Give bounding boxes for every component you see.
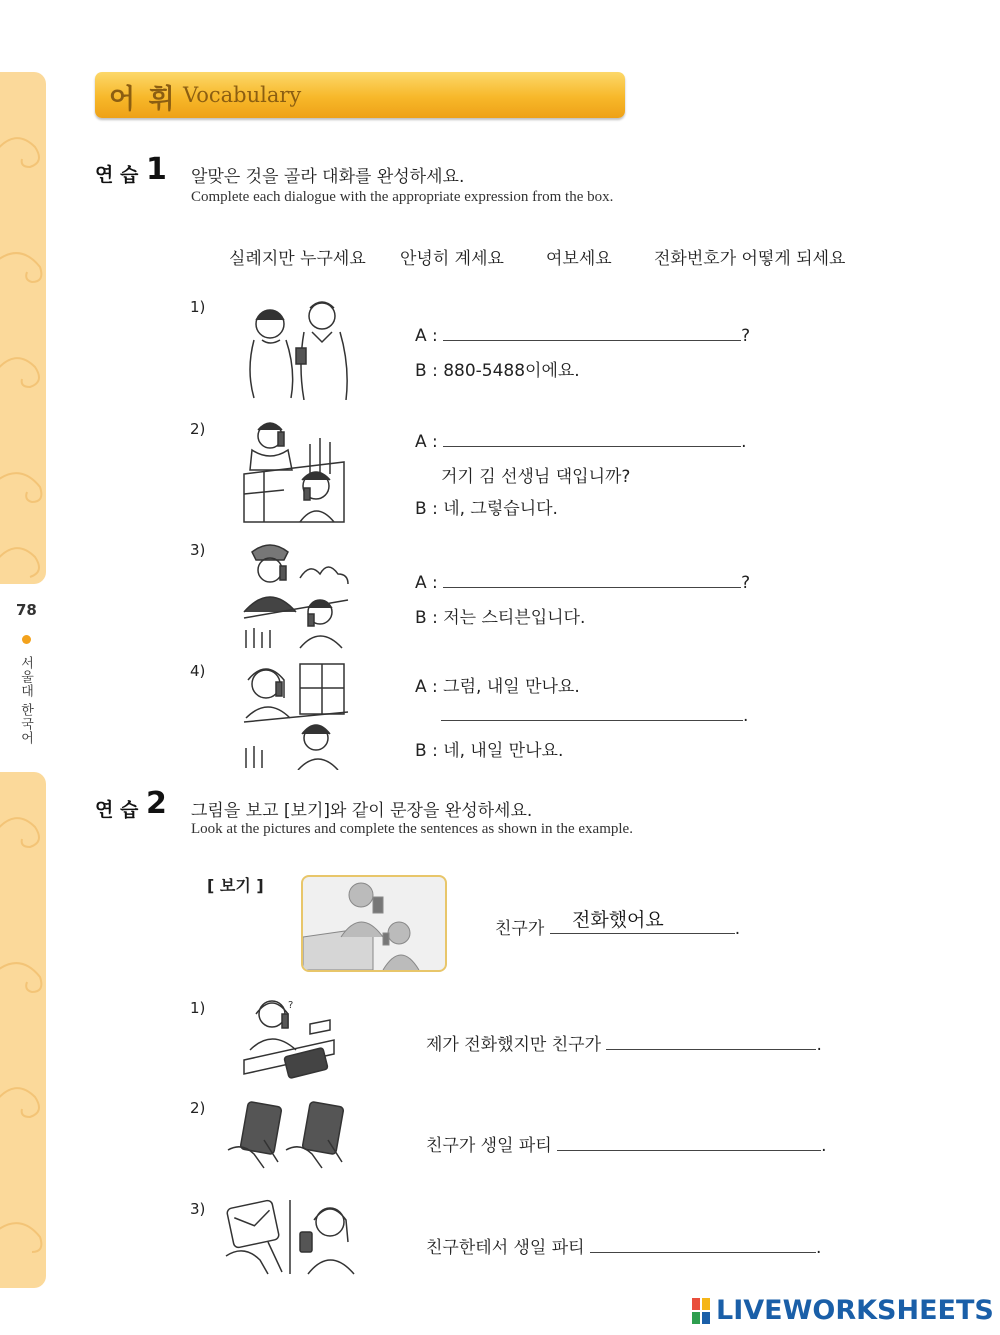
liveworksheets-logo — [692, 1295, 994, 1327]
item-2-b-line: B : 네, 그렇습니다. — [415, 499, 558, 519]
sidebar-decoration-bottom — [0, 772, 46, 1288]
exercise-1-instruction-ko: 알맞은 것을 골라 대화를 완성하세요. — [191, 167, 465, 187]
question-number: 3) — [190, 1200, 206, 1218]
line-end: ? — [741, 573, 751, 593]
banner-korean: 어 휘 — [109, 84, 177, 115]
cloud-pattern-icon — [0, 72, 46, 584]
item-4-a-line: A : 그럼, 내일 만나요. — [415, 677, 580, 697]
message-received-illustration — [222, 1198, 360, 1276]
answer-blank-2[interactable] — [443, 430, 741, 447]
exercise-2-instruction-en: Look at the pictures and complete the sentences as shown in the example. — [191, 821, 633, 837]
phone-call-example-icon — [303, 877, 445, 970]
vocabulary-banner — [95, 72, 625, 118]
ex2-item-2-sentence — [426, 1131, 827, 1156]
phone-call-illustration — [240, 414, 350, 524]
liveworksheets-logo-icon — [692, 1298, 710, 1324]
question-number: 2) — [190, 1099, 206, 1117]
exercise-2-instruction-ko: 그림을 보고 [보기]와 같이 문장을 완성하세요. — [191, 801, 533, 821]
ex2-answer-blank-1[interactable] — [606, 1033, 816, 1050]
box-word: 여보세요 — [546, 249, 612, 269]
line-end: . — [743, 706, 749, 726]
question-number: 2) — [190, 420, 206, 438]
page-number: 78 — [16, 601, 37, 619]
item-1-a-line — [415, 324, 750, 346]
item-4-a2-line — [441, 704, 748, 726]
box-word: 실례지만 누구세요 — [229, 249, 366, 269]
couple-phone-illustration — [240, 296, 360, 400]
exercise-2-label: 연 습 — [95, 799, 139, 821]
phone-call-illustration — [240, 538, 352, 650]
line-end: . — [734, 919, 741, 939]
line-end: ? — [741, 326, 751, 346]
question-number: 4) — [190, 662, 206, 680]
item-3-a-line — [415, 571, 750, 593]
example-answer: 전화했어요 — [572, 909, 664, 931]
item-2-a-line — [415, 430, 747, 452]
ex2-item-1-sentence — [426, 1030, 822, 1055]
exercise-1-label: 연 습 — [95, 164, 139, 186]
box-word: 전화번호가 어떻게 되세요 — [654, 249, 846, 269]
phone-call-illustration — [240, 658, 350, 770]
ex2-answer-blank-2[interactable] — [557, 1134, 821, 1151]
example-label: [ 보기 ] — [207, 876, 264, 895]
text-message-illustration — [224, 1100, 356, 1170]
example-prefix: 친구가 — [495, 919, 545, 939]
answer-blank-4[interactable] — [441, 704, 743, 721]
cloud-pattern-icon — [0, 772, 46, 1288]
answer-blank-1[interactable] — [443, 324, 741, 341]
item-2-a2-line: 거기 김 선생님 댁입니까? — [441, 467, 631, 487]
sentence-text: 친구가 생일 파티 — [426, 1136, 552, 1156]
question-number: 3) — [190, 541, 206, 559]
exercise-1-number: 1 — [146, 152, 167, 187]
speaker-a: A : — [415, 326, 438, 346]
speaker-a: A : — [415, 573, 438, 593]
book-title: 서울대 한국어 — [18, 656, 33, 746]
ex2-item-3-sentence — [426, 1233, 821, 1258]
answer-blank-3[interactable] — [443, 571, 741, 588]
sentence-text: 친구한테서 생일 파티 — [426, 1238, 585, 1258]
speaker-a: A : — [415, 432, 438, 452]
question-number: 1) — [190, 298, 206, 316]
svg-text:?: ? — [288, 1000, 294, 1011]
line-end: . — [741, 432, 747, 452]
line-end: . — [821, 1136, 827, 1156]
line-end: . — [816, 1035, 822, 1055]
sentence-text: 제가 전화했지만 친구가 — [426, 1035, 602, 1055]
banner-english: Vocabulary — [183, 83, 302, 107]
page-dot-icon — [22, 635, 31, 644]
exercise-1-instruction-en: Complete each dialogue with the appropriate expression from the box. — [191, 189, 614, 205]
item-3-b-line: B : 저는 스티븐입니다. — [415, 608, 586, 628]
sidebar-decoration-top — [0, 72, 46, 584]
watermark-text: LIVEWORKSHEETS — [716, 1295, 994, 1326]
line-end: . — [816, 1238, 822, 1258]
missed-call-illustration — [240, 994, 340, 1086]
item-4-b-line: B : 네, 내일 만나요. — [415, 741, 564, 761]
example-illustration — [301, 875, 447, 972]
ex2-answer-blank-3[interactable] — [590, 1236, 816, 1253]
item-1-b-line: B : 880-5488이에요. — [415, 361, 580, 381]
box-word: 안녕히 계세요 — [400, 249, 504, 269]
question-number: 1) — [190, 999, 206, 1017]
exercise-2-number: 2 — [146, 786, 167, 821]
